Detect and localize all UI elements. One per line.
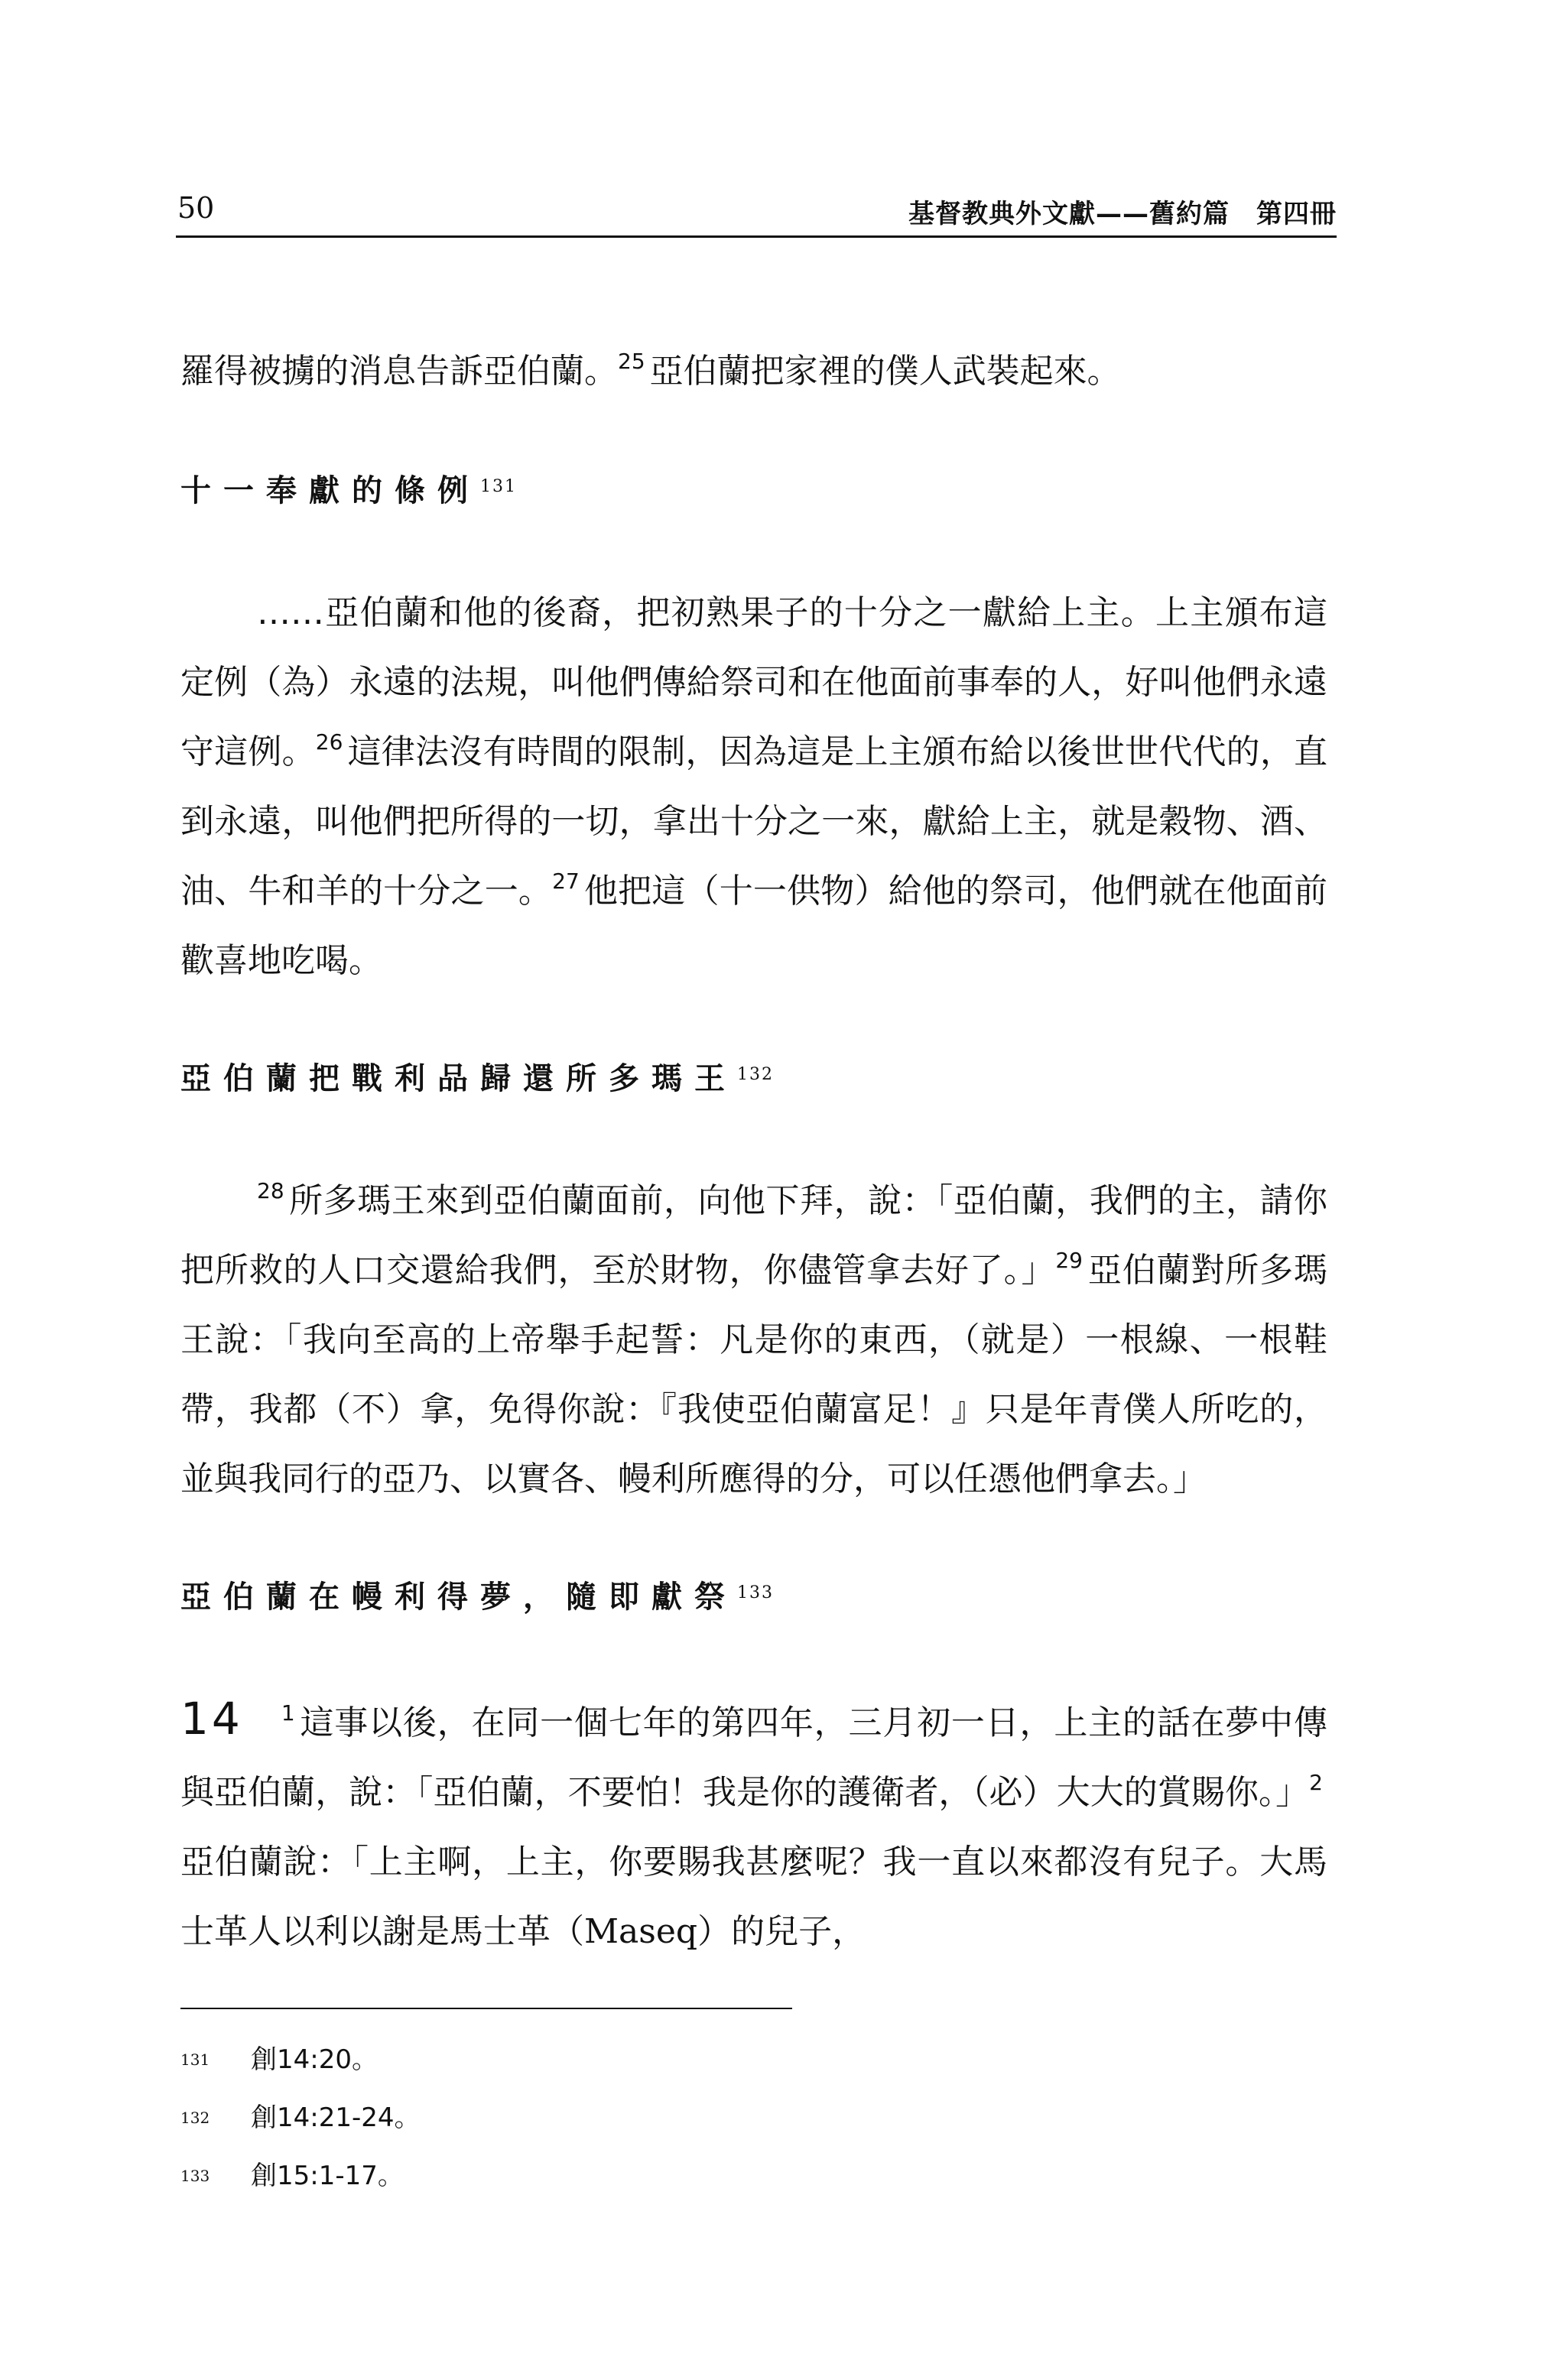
text-run: 羅得被擄的消息告訴亞伯蘭。 xyxy=(180,352,618,391)
paragraph xyxy=(180,578,1327,995)
footnote xyxy=(180,2089,421,2147)
footnote-rule xyxy=(180,2008,792,2009)
paragraph xyxy=(180,1684,1327,1966)
text-run: 亞伯蘭把家裡的僕人武裝起來。 xyxy=(649,352,1121,391)
text-run: 這事以後，在同一個七年的第四年，三月初一日，上主的話在夢中傳與亞伯蘭，說：「亞伯蘭，不要怕！我是你的護衛者，（必）大大的賞賜你。」 xyxy=(180,1703,1327,1812)
paragraph-continued xyxy=(180,336,1327,406)
section-heading xyxy=(180,1052,1327,1102)
footnote xyxy=(180,2031,421,2089)
footnote-text: 創14:21-24。 xyxy=(251,2102,421,2133)
footnote-ref: 131 xyxy=(480,477,517,496)
header-rule xyxy=(176,235,1337,238)
footnote-text: 創14:20。 xyxy=(251,2044,378,2075)
page-number: 50 xyxy=(177,191,215,225)
verse-number: 1 xyxy=(281,1700,295,1726)
verse-number: 2 xyxy=(1309,1770,1323,1795)
section-title: 亞伯蘭把戰利品歸還所多瑪王 xyxy=(180,1061,737,1096)
footnote xyxy=(180,2147,421,2205)
text-run: 他把這（十一供物）給他的祭司，他們就在他面前歡喜地吃喝。 xyxy=(180,872,1328,980)
verse-number: 27 xyxy=(552,869,580,894)
chapter-number: 14 xyxy=(180,1693,243,1745)
section-heading xyxy=(180,464,1327,514)
running-title: 基督教典外文獻——舊約篇 第四冊 xyxy=(908,199,1337,229)
footnote-text: 創15:1-17。 xyxy=(251,2161,404,2191)
footnote-number: 131 xyxy=(180,2050,210,2069)
verse-number: 29 xyxy=(1055,1248,1083,1273)
text-run: ……亞伯蘭和他的後裔，把初熟果子的十分之一獻給上主。上主頒布這定例（為）永遠的法規，叫他們傳給祭司和在他面前事奉的人，好叫他們永遠守這例。 xyxy=(180,593,1327,771)
footnote-ref: 133 xyxy=(737,1583,774,1602)
section-heading xyxy=(180,1570,1327,1620)
verse-number: 28 xyxy=(257,1178,284,1203)
text-run: 所多瑪王來到亞伯蘭面前，向他下拜，說：「亞伯蘭，我們的主，請你把所救的人口交還給我們，至於財物，你儘管拿去好了。」 xyxy=(180,1181,1327,1290)
latin-name: Maseq xyxy=(584,1912,698,1951)
section-title: 十一奉獻的條例 xyxy=(180,473,480,508)
verse-number: 25 xyxy=(618,349,645,374)
text-run: 亞伯蘭說：「上主啊，上主，你要賜我甚麼呢？我一直以來都沒有兒子。大馬士革人以利以謝是馬士革（ xyxy=(180,1843,1327,1951)
paragraph xyxy=(180,1166,1327,1514)
verse-number: 26 xyxy=(315,729,343,755)
footnotes xyxy=(180,2031,421,2205)
footnote-number: 132 xyxy=(180,2109,210,2127)
text-run: ）的兒子， xyxy=(697,1912,866,1951)
main-text xyxy=(180,336,1327,2023)
footnote-ref: 132 xyxy=(737,1065,774,1084)
text-run: 亞伯蘭對所多瑪王說：「我向至高的上帝舉手起誓：凡是你的東西，（就是）一根線、一根鞋帶，我都（不）拿，免得你說：『我使亞伯蘭富足！』只是年青僕人所吃的，並與我同行的亞乃、以實各、幔利所應得的分，可以任憑他們拿去。」 xyxy=(180,1251,1327,1498)
section-title: 亞伯蘭在幔利得夢，隨即獻祭 xyxy=(180,1580,737,1615)
text-run: 這律法沒有時間的限制，因為這是上主頒布給以後世世代代的，直到永遠，叫他們把所得的一切，拿出十分之一來，獻給上主，就是穀物、酒、油、牛和羊的十分之一。 xyxy=(180,732,1328,911)
footnote-number: 133 xyxy=(180,2167,210,2185)
